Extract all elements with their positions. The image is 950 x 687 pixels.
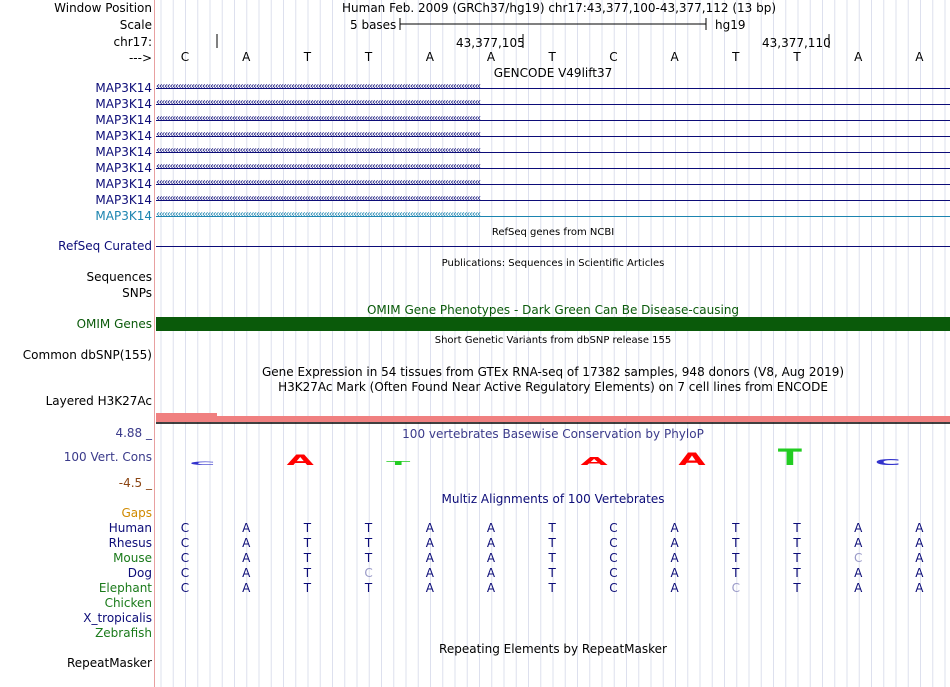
gencode-gene-label[interactable]: MAP3K14: [95, 81, 152, 95]
refseq-title: RefSeq genes from NCBI: [491, 227, 615, 238]
dbsnp-label[interactable]: Common dbSNP(155): [22, 348, 152, 362]
multiz-base: A: [915, 581, 924, 595]
gencode-intron-arrows[interactable]: ‹‹‹‹‹‹‹‹‹‹‹‹‹‹‹‹‹‹‹‹‹‹‹‹‹‹‹‹‹‹‹‹‹‹‹‹‹‹‹‹‹‹‹‹‹‹‹‹‹‹‹‹‹‹‹‹‹‹‹‹‹‹‹‹‹‹‹‹‹‹‹‹‹‹‹‹‹‹‹‹‹‹‹‹‹‹‹‹‹‹‹‹‹‹‹‹‹‹‹‹‹‹‹‹‹‹‹‹‹‹‹‹‹‹‹‹‹‹‹‹: [156, 160, 950, 174]
window-position-label: Window Position: [54, 1, 152, 15]
label-separator: [154, 0, 155, 687]
base-letter: C: [180, 50, 190, 64]
multiz-species-label[interactable]: X_tropicalis: [83, 611, 152, 625]
scale-assembly: hg19: [715, 18, 746, 32]
multiz-base: A: [486, 521, 496, 535]
multiz-base: T: [732, 521, 740, 535]
cons-label[interactable]: 100 Vert. Cons: [63, 450, 152, 464]
multiz-base: A: [486, 581, 496, 595]
base-letter: A: [486, 50, 496, 64]
cons-title: 100 vertebrates Basewise Conservation by PhyloP: [402, 427, 704, 441]
gencode-gene-label[interactable]: MAP3K14: [95, 177, 152, 191]
scale-label: Scale: [119, 18, 152, 32]
multiz-base: T: [548, 581, 556, 595]
cons-logo-letter: A: [286, 452, 314, 469]
cons-logo-letter: T: [386, 459, 411, 467]
multiz-base: C: [731, 581, 740, 595]
gencode-intron-arrows[interactable]: ‹‹‹‹‹‹‹‹‹‹‹‹‹‹‹‹‹‹‹‹‹‹‹‹‹‹‹‹‹‹‹‹‹‹‹‹‹‹‹‹‹‹‹‹‹‹‹‹‹‹‹‹‹‹‹‹‹‹‹‹‹‹‹‹‹‹‹‹‹‹‹‹‹‹‹‹‹‹‹‹‹‹‹‹‹‹‹‹‹‹‹‹‹‹‹‹‹‹‹‹‹‹‹‹‹‹‹‹‹‹‹‹‹‹‹‹‹‹‹‹: [156, 96, 950, 110]
multiz-base: A: [425, 521, 434, 535]
multiz-title: Multiz Alignments of 100 Vertebrates: [441, 492, 665, 506]
gtex-title: Gene Expression in 54 tissues from GTEx RNA-seq of 17382 samples, 948 donors (V8, Aug 2019): [261, 365, 845, 379]
multiz-base: A: [242, 581, 251, 595]
gencode-intron-arrows[interactable]: ‹‹‹‹‹‹‹‹‹‹‹‹‹‹‹‹‹‹‹‹‹‹‹‹‹‹‹‹‹‹‹‹‹‹‹‹‹‹‹‹‹‹‹‹‹‹‹‹‹‹‹‹‹‹‹‹‹‹‹‹‹‹‹‹‹‹‹‹‹‹‹‹‹‹‹‹‹‹‹‹‹‹‹‹‹‹‹‹‹‹‹‹‹‹‹‹‹‹‹‹‹‹‹‹‹‹‹‹‹‹‹‹‹‹‹‹‹‹‹‹: [156, 192, 950, 206]
gencode-intron-arrows[interactable]: ‹‹‹‹‹‹‹‹‹‹‹‹‹‹‹‹‹‹‹‹‹‹‹‹‹‹‹‹‹‹‹‹‹‹‹‹‹‹‹‹‹‹‹‹‹‹‹‹‹‹‹‹‹‹‹‹‹‹‹‹‹‹‹‹‹‹‹‹‹‹‹‹‹‹‹‹‹‹‹‹‹‹‹‹‹‹‹‹‹‹‹‹‹‹‹‹‹‹‹‹‹‹‹‹‹‹‹‹‹‹‹‹‹‹‹‹‹‹‹‹: [156, 112, 950, 126]
gencode-gene-label[interactable]: MAP3K14: [95, 193, 152, 207]
multiz-base: T: [364, 551, 373, 565]
base-letter: A: [425, 50, 434, 64]
base-letter: A: [915, 50, 924, 64]
multiz-base: A: [915, 551, 924, 565]
multiz-base: T: [793, 521, 801, 535]
multiz-base: T: [732, 566, 740, 580]
multiz-base: A: [670, 521, 679, 535]
multiz-species-label[interactable]: Zebrafish: [95, 626, 152, 640]
multiz-base: C: [609, 521, 618, 535]
multiz-base: C: [609, 566, 618, 580]
base-letter: A: [242, 50, 251, 64]
cons-logo-letter: A: [580, 455, 608, 468]
gencode-intron-arrows[interactable]: ‹‹‹‹‹‹‹‹‹‹‹‹‹‹‹‹‹‹‹‹‹‹‹‹‹‹‹‹‹‹‹‹‹‹‹‹‹‹‹‹‹‹‹‹‹‹‹‹‹‹‹‹‹‹‹‹‹‹‹‹‹‹‹‹‹‹‹‹‹‹‹‹‹‹‹‹‹‹‹‹‹‹‹‹‹‹‹‹‹‹‹‹‹‹‹‹‹‹‹‹‹‹‹‹‹‹‹‹‹‹‹‹‹‹‹‹‹‹‹‹: [156, 128, 950, 142]
gencode-intron-arrows[interactable]: ‹‹‹‹‹‹‹‹‹‹‹‹‹‹‹‹‹‹‹‹‹‹‹‹‹‹‹‹‹‹‹‹‹‹‹‹‹‹‹‹‹‹‹‹‹‹‹‹‹‹‹‹‹‹‹‹‹‹‹‹‹‹‹‹‹‹‹‹‹‹‹‹‹‹‹‹‹‹‹‹‹‹‹‹‹‹‹‹‹‹‹‹‹‹‹‹‹‹‹‹‹‹‹‹‹‹‹‹‹‹‹‹‹‹‹‹‹‹‹‹: [156, 208, 950, 222]
base-letter: T: [732, 50, 740, 64]
cons-logo-letter: T: [777, 444, 802, 471]
base-letter: T: [793, 50, 801, 64]
multiz-base: C: [180, 551, 190, 565]
multiz-base: A: [854, 536, 863, 550]
gencode-gene-label[interactable]: MAP3K14: [95, 97, 152, 111]
gencode-gene-label[interactable]: MAP3K14: [95, 161, 152, 175]
multiz-gaps-label[interactable]: Gaps: [121, 506, 152, 520]
gencode-gene-label[interactable]: MAP3K14: [95, 113, 152, 127]
omim-gene-bar[interactable]: [156, 317, 950, 331]
position-tick-110: 43,377,110: [762, 36, 831, 50]
multiz-base: C: [853, 551, 863, 565]
h3k27ac-title: H3K27Ac Mark (Often Found Near Active Regulatory Elements) on 7 cell lines from ENCODE: [278, 380, 828, 394]
multiz-species-label[interactable]: Dog: [127, 566, 152, 580]
multiz-base: T: [548, 551, 556, 565]
base-letter: T: [364, 50, 373, 64]
gencode-intron-arrows[interactable]: ‹‹‹‹‹‹‹‹‹‹‹‹‹‹‹‹‹‹‹‹‹‹‹‹‹‹‹‹‹‹‹‹‹‹‹‹‹‹‹‹‹‹‹‹‹‹‹‹‹‹‹‹‹‹‹‹‹‹‹‹‹‹‹‹‹‹‹‹‹‹‹‹‹‹‹‹‹‹‹‹‹‹‹‹‹‹‹‹‹‹‹‹‹‹‹‹‹‹‹‹‹‹‹‹‹‹‹‹‹‹‹‹‹‹‹‹‹‹‹‹: [156, 176, 950, 190]
multiz-base: A: [486, 551, 496, 565]
multiz-base: A: [670, 551, 679, 565]
gencode-intron-arrows[interactable]: ‹‹‹‹‹‹‹‹‹‹‹‹‹‹‹‹‹‹‹‹‹‹‹‹‹‹‹‹‹‹‹‹‹‹‹‹‹‹‹‹‹‹‹‹‹‹‹‹‹‹‹‹‹‹‹‹‹‹‹‹‹‹‹‹‹‹‹‹‹‹‹‹‹‹‹‹‹‹‹‹‹‹‹‹‹‹‹‹‹‹‹‹‹‹‹‹‹‹‹‹‹‹‹‹‹‹‹‹‹‹‹‹‹‹‹‹‹‹‹‹: [156, 80, 950, 94]
multiz-base: T: [364, 521, 373, 535]
base-letter: T: [303, 50, 312, 64]
refseq-gene-line[interactable]: [156, 246, 950, 247]
base-letter: A: [670, 50, 679, 64]
multiz-base: T: [548, 536, 556, 550]
multiz-base: A: [425, 536, 434, 550]
multiz-species-label[interactable]: Rhesus: [108, 536, 152, 550]
multiz-base: T: [732, 551, 740, 565]
cons-min-label: -4.5 _: [118, 476, 152, 490]
multiz-base: A: [242, 566, 251, 580]
multiz-base: T: [732, 536, 740, 550]
multiz-base: A: [242, 536, 251, 550]
omim-title: OMIM Gene Phenotypes - Dark Green Can Be Disease-causing: [366, 303, 740, 317]
multiz-base: T: [303, 581, 312, 595]
strand-label: --->: [128, 51, 152, 65]
cons-logo[interactable]: [156, 438, 950, 474]
publications-snps-label[interactable]: SNPs: [122, 286, 152, 300]
dbsnp-title: Short Genetic Variants from dbSNP release 155: [434, 335, 672, 346]
multiz-base: A: [242, 551, 251, 565]
multiz-species-label[interactable]: Elephant: [98, 581, 152, 595]
chrom-label: chr17:: [113, 35, 152, 49]
multiz-base: C: [609, 551, 618, 565]
multiz-base: T: [793, 566, 801, 580]
multiz-species-label[interactable]: Human: [108, 521, 152, 535]
multiz-species-label[interactable]: Mouse: [113, 551, 152, 565]
scale-text: 5 bases: [350, 18, 397, 32]
multiz-base: A: [670, 581, 679, 595]
publications-title: Publications: Sequences in Scientific Articles: [441, 258, 665, 269]
multiz-base: T: [793, 551, 801, 565]
multiz-base: T: [548, 521, 556, 535]
gencode-intron-arrows[interactable]: ‹‹‹‹‹‹‹‹‹‹‹‹‹‹‹‹‹‹‹‹‹‹‹‹‹‹‹‹‹‹‹‹‹‹‹‹‹‹‹‹‹‹‹‹‹‹‹‹‹‹‹‹‹‹‹‹‹‹‹‹‹‹‹‹‹‹‹‹‹‹‹‹‹‹‹‹‹‹‹‹‹‹‹‹‹‹‹‹‹‹‹‹‹‹‹‹‹‹‹‹‹‹‹‹‹‹‹‹‹‹‹‹‹‹‹‹‹‹‹‹: [156, 144, 950, 158]
multiz-base: T: [364, 581, 373, 595]
repeatmasker-label[interactable]: RepeatMasker: [66, 656, 152, 670]
h3k27ac-signal[interactable]: [156, 410, 950, 426]
multiz-base: T: [548, 566, 556, 580]
multiz-base: A: [670, 566, 679, 580]
multiz-base: A: [425, 581, 434, 595]
multiz-base: A: [486, 566, 496, 580]
gencode-title: GENCODE V49lift37: [493, 66, 613, 80]
multiz-base: T: [303, 536, 312, 550]
multiz-base: T: [303, 551, 312, 565]
multiz-base: T: [303, 566, 312, 580]
multiz-base: A: [915, 521, 924, 535]
multiz-base: T: [793, 536, 801, 550]
h3k27ac-label[interactable]: Layered H3K27Ac: [45, 394, 152, 408]
multiz-base: A: [242, 521, 251, 535]
multiz-base: A: [854, 521, 863, 535]
refseq-label[interactable]: RefSeq Curated: [58, 239, 152, 253]
gencode-gene-label[interactable]: MAP3K14: [95, 129, 152, 143]
multiz-base: A: [854, 581, 863, 595]
multiz-base: C: [180, 566, 190, 580]
cons-logo-letter: C: [874, 457, 901, 468]
multiz-base: A: [915, 536, 924, 550]
base-letter: A: [854, 50, 863, 64]
multiz-base: C: [609, 581, 618, 595]
multiz-base: A: [425, 566, 434, 580]
multiz-base: C: [364, 566, 373, 580]
scale-bar: [398, 16, 710, 32]
multiz-base: A: [670, 536, 679, 550]
multiz-base: A: [915, 566, 924, 580]
multiz-base: A: [425, 551, 434, 565]
multiz-base: T: [793, 581, 801, 595]
multiz-base: T: [303, 521, 312, 535]
multiz-base: C: [180, 536, 190, 550]
cons-logo-letter: A: [678, 449, 706, 470]
base-letter: T: [548, 50, 556, 64]
repeatmasker-title: Repeating Elements by RepeatMasker: [439, 642, 667, 656]
publications-sequences-label[interactable]: Sequences: [86, 270, 152, 284]
position-ruler: [0, 32, 950, 50]
multiz-species-label[interactable]: Chicken: [104, 596, 152, 610]
base-letter: C: [609, 50, 618, 64]
multiz-base: A: [854, 566, 863, 580]
multiz-base: T: [364, 536, 373, 550]
multiz-base: A: [486, 536, 496, 550]
cons-logo-letter: C: [189, 461, 216, 466]
multiz-base: C: [609, 536, 618, 550]
gencode-gene-label[interactable]: MAP3K14: [95, 145, 152, 159]
multiz-base: C: [180, 521, 190, 535]
cons-max-label: 4.88 _: [115, 426, 152, 440]
multiz-base: C: [180, 581, 190, 595]
omim-label[interactable]: OMIM Genes: [76, 317, 152, 331]
gencode-gene-label[interactable]: MAP3K14: [95, 209, 152, 223]
position-tick-105: 43,377,105: [456, 36, 525, 50]
window-position-value: Human Feb. 2009 (GRCh37/hg19) chr17:43,377,100-43,377,112 (13 bp): [342, 1, 777, 15]
